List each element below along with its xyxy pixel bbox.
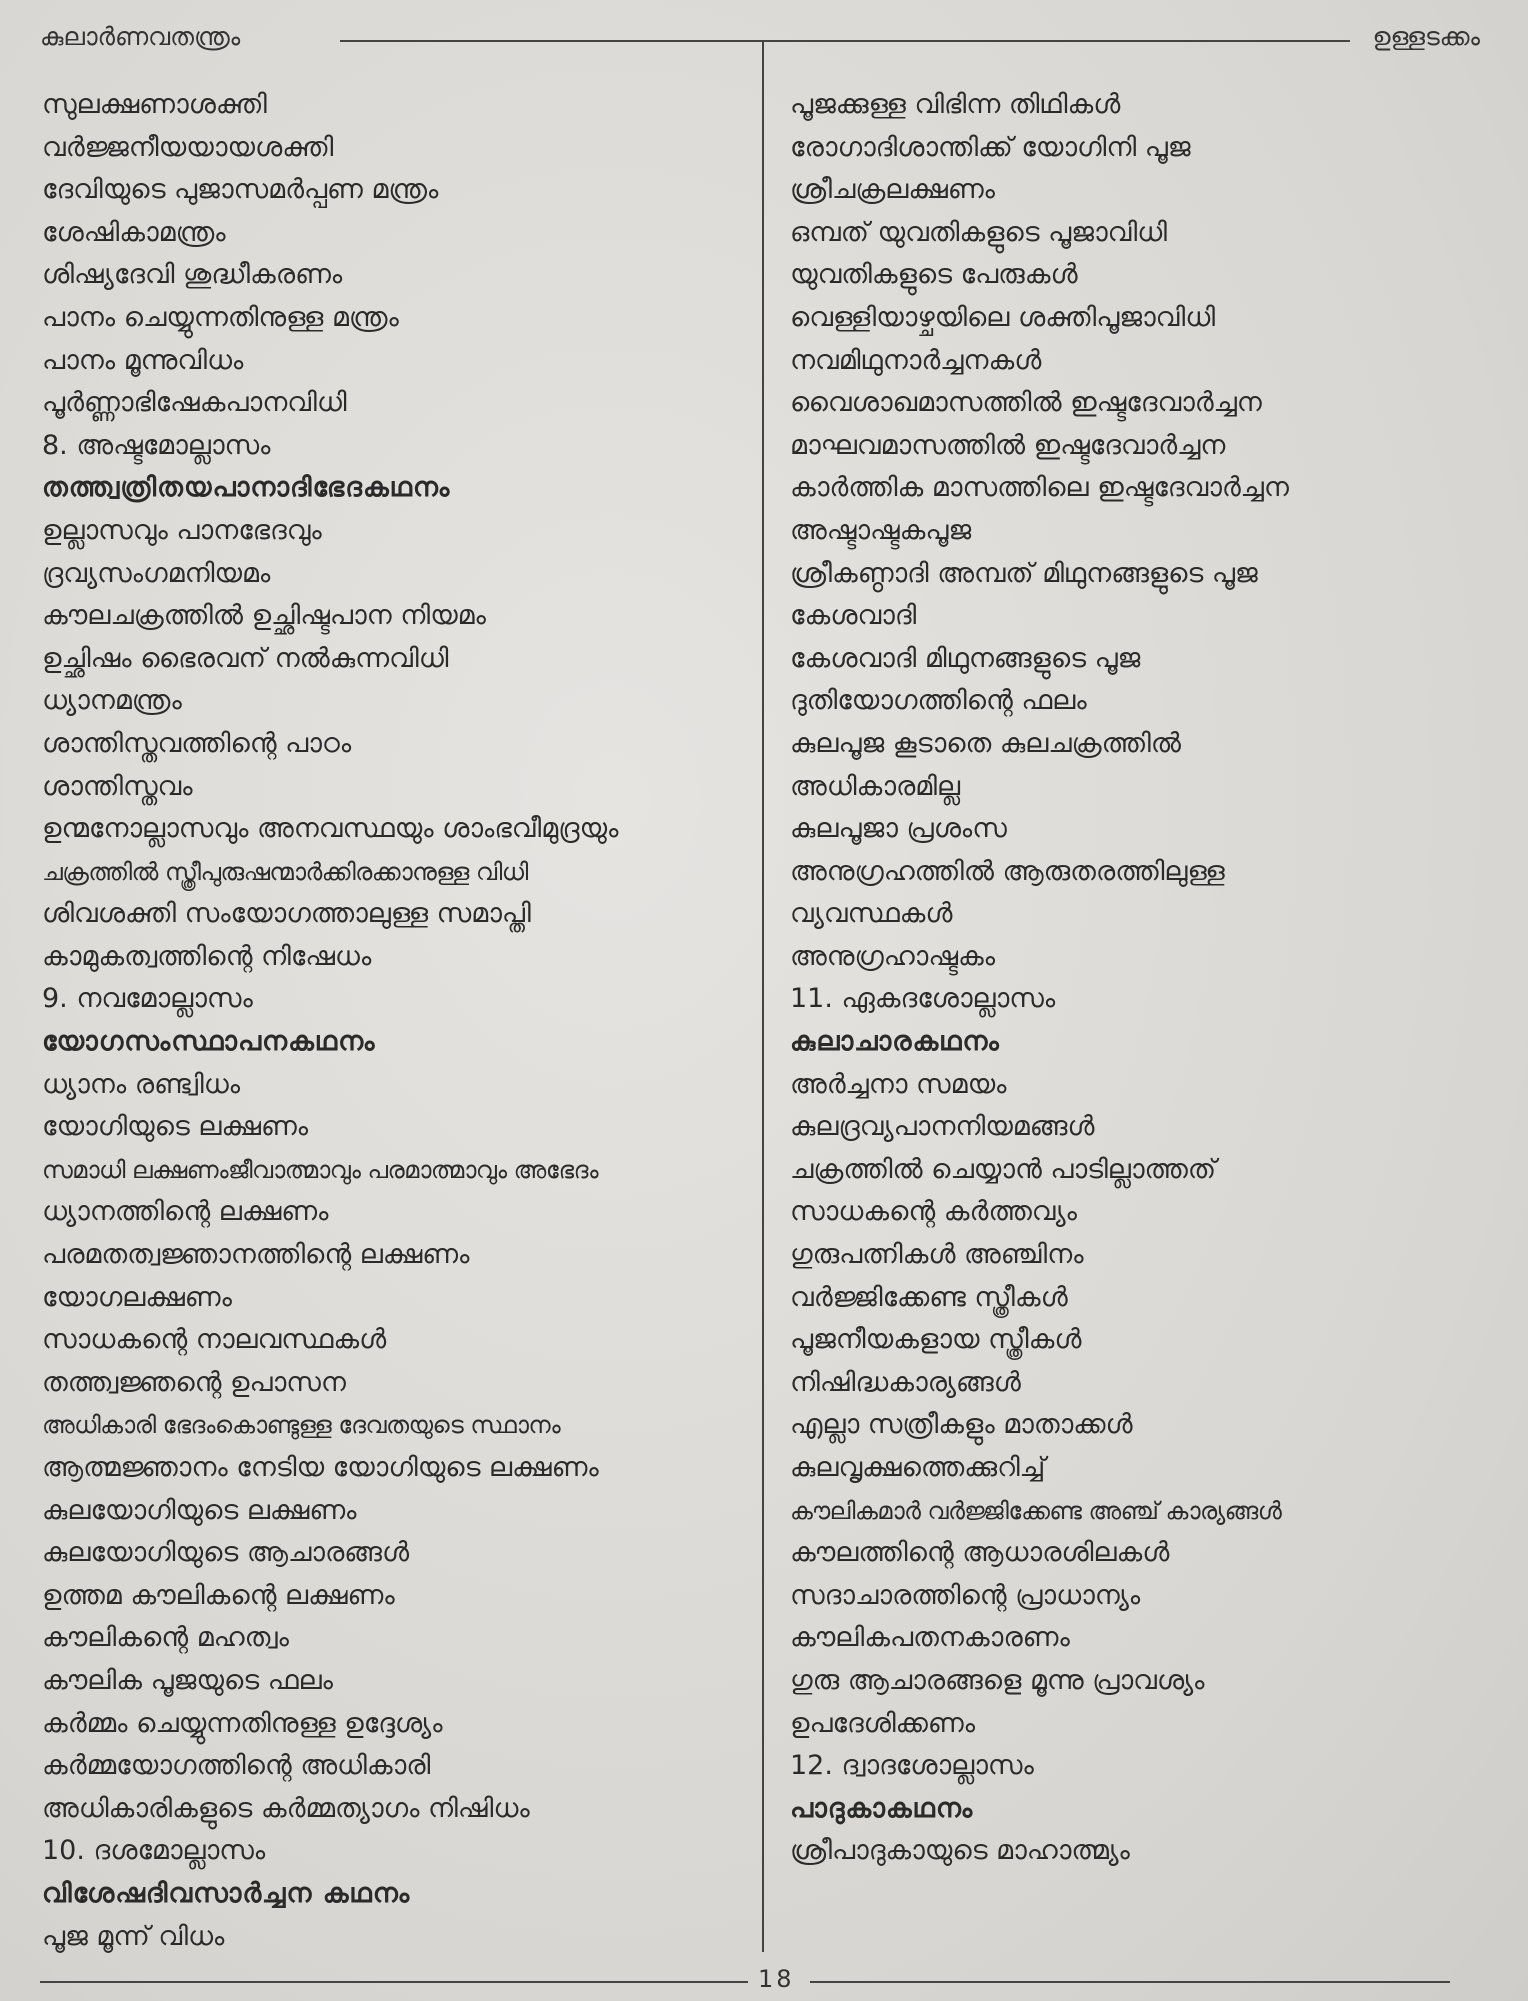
toc-entry: 12. ദ്വാദശോല്ലാസം: [790, 1750, 1034, 1782]
toc-entry: പരമതത്വജ്ഞാനത്തിന്റെ ലക്ഷണം: [42, 1239, 470, 1271]
toc-entry: കേശവാദി: [790, 600, 917, 632]
toc-entry: കുലദ്രവ്യപാനനിയമങ്ങൾ: [790, 1111, 1095, 1143]
toc-entry: ഉപദേശിക്കണം: [790, 1707, 976, 1739]
toc-entry: ധ്യാനമന്ത്രം: [42, 685, 182, 717]
toc-entry: ശേഷികാമന്ത്രം: [42, 216, 226, 248]
toc-entry: അധികാരി ഭേദംകൊണ്ടുള്ള ദേവതയുടെ സ്ഥാനം: [42, 1411, 561, 1440]
section-title: ഉള്ളടക്കം: [1372, 22, 1480, 51]
toc-entry: ദുതിയോഗത്തിന്റെ ഫലം: [790, 685, 1087, 717]
page-footer: [40, 1965, 1490, 1995]
toc-entry: കൗലിക പൂജയുടെ ഫലം: [42, 1664, 333, 1696]
right-column: [790, 84, 1490, 1873]
toc-entry: കർമ്മയോഗത്തിന്റെ അധികാരി: [42, 1750, 431, 1782]
toc-entry: ശാന്തിസ്തവത്തിന്റെ പാഠം: [42, 727, 352, 759]
running-title: കുലാർണവതന്ത്രം: [40, 22, 241, 51]
toc-entry: യുവതികളുടെ പേരുകൾ: [790, 259, 1078, 291]
toc-entry: കൗലികമാർ വർജ്ജിക്കേണ്ട അഞ്ച് കാര്യങ്ങൾ: [790, 1496, 1282, 1525]
toc-entry: നവമിഥുനാർച്ചനകൾ: [790, 344, 1042, 376]
toc-entry: അനുഗ്രഹാഷ്ടകം: [790, 940, 996, 972]
toc-entry: ഉത്തമ കൗലികന്റെ ലക്ഷണം: [42, 1579, 395, 1611]
toc-entry: ശിവശക്തി സംയോഗത്താലുള്ള സമാപ്തി: [42, 898, 531, 930]
toc-entry: ഉന്മനോല്ലാസവും അനവസ്ഥയും ശാംഭവീമുദ്രയും: [42, 813, 619, 845]
toc-entry: കുലവൃക്ഷത്തെക്കുറിച്ച്: [790, 1452, 1046, 1483]
toc-entry: ഗുരുപത്നികൾ അഞ്ചിനം: [790, 1239, 1084, 1271]
toc-entry: കേശവാദി മിഥുനങ്ങളുടെ പൂജ: [790, 642, 1141, 674]
toc-entry: ആത്മജ്ഞാനം നേടിയ യോഗിയുടെ ലക്ഷണം: [42, 1452, 599, 1483]
toc-entry: 10. ദശമോല്ലാസം: [42, 1835, 266, 1867]
toc-entry: 11. ഏകദശോല്ലാസം: [790, 983, 1056, 1015]
toc-entry: അധികാരമില്ല: [790, 770, 961, 802]
chapter-heading: വിശേഷദിവസാർച്ചന കഥനം: [42, 1877, 411, 1909]
toc-entry: 8. അഷ്ടമോല്ലാസം: [42, 429, 271, 461]
toc-entry: തത്ത്വജ്ഞന്റെ ഉപാസന: [42, 1366, 346, 1398]
toc-entry: അധികാരികളുടെ കർമ്മത്യാഗം നിഷിധം: [42, 1792, 530, 1824]
toc-entry: സാധകന്റെ കർത്തവ്യം: [790, 1196, 1077, 1228]
toc-entry: കുലപൂജാ പ്രശംസ: [790, 813, 1007, 845]
column-divider: [762, 40, 764, 1952]
toc-entry: ശ്രീചക്രലക്ഷണം: [790, 174, 995, 206]
toc-entry: കുലയോഗിയുടെ ആചാരങ്ങൾ: [42, 1537, 410, 1569]
toc-entry: വ്യവസ്ഥകൾ: [790, 898, 953, 930]
toc-entry: കുലയോഗിയുടെ ലക്ഷണം: [42, 1494, 357, 1526]
toc-entry: ദേവിയുടെ പുജാസമർപ്പണ മന്ത്രം: [42, 174, 439, 206]
footer-rule-left: [40, 1981, 748, 1983]
toc-entry: ധ്യാനത്തിന്റെ ലക്ഷണം: [42, 1196, 329, 1228]
toc-entry: ശ്രീപാദുകായുടെ മാഹാത്മ്യം: [790, 1835, 1130, 1867]
chapter-heading: കുലാചാരകഥനം: [790, 1026, 1000, 1058]
toc-entry: ശാന്തിസ്തവം: [42, 770, 193, 802]
toc-entry: ചക്രത്തിൽ സ്ത്രീപുരുഷന്മാർക്കിരക്കാനുള്ള വിധി: [42, 857, 528, 886]
toc-entry: പൂജ മൂന്ന് വിധം: [42, 1920, 225, 1952]
toc-entry: പൂജക്കുള്ള വിഭിന്ന തിഥികൾ: [790, 89, 1121, 120]
toc-entry: പാനം ചെയ്യുന്നതിനുള്ള മന്ത്രം: [42, 301, 399, 333]
toc-entry: ഗുരു ആചാരങ്ങളെ മൂന്നു പ്രാവശ്യം: [790, 1664, 1205, 1696]
toc-entry: ഒമ്പത് യുവതികളുടെ പൂജാവിധി: [790, 216, 1168, 248]
toc-entry: സാധകന്റെ നാലവസ്ഥകൾ: [42, 1324, 387, 1356]
toc-entry: എല്ലാ സത്രീകളും മാതാക്കൾ: [790, 1409, 1133, 1441]
toc-entry: അർച്ചനാ സമയം: [790, 1068, 1007, 1100]
toc-entry: യോഗലക്ഷണം: [42, 1281, 232, 1313]
toc-entry: വർജ്ജനീയയായശക്തി: [42, 131, 334, 163]
toc-entry: അനുഗ്രഹത്തിൽ ആരുതരത്തിലുള്ള: [790, 855, 1225, 887]
toc-entry: കൗലത്തിന്റെ ആധാരശിലകൾ: [790, 1537, 1170, 1569]
toc-entry: കൗലചക്രത്തിൽ ഉച്ഛിഷ്ടപാന നിയമം: [42, 600, 486, 632]
toc-entry: അഷ്ടാഷ്ടകപൂജ: [790, 514, 972, 546]
page-header: [40, 22, 1480, 62]
toc-entry: മാഘവമാസത്തിൽ ഇഷ്ടദേവാർച്ചന: [790, 429, 1226, 461]
toc-entry: സദാചാരത്തിന്റെ പ്രാധാന്യം: [790, 1579, 1141, 1611]
toc-entry: നിഷിദ്ധകാര്യങ്ങൾ: [790, 1366, 1021, 1398]
toc-entry: ദ്രവ്യസംഗമനിയമം: [42, 557, 271, 589]
toc-entry: യോഗിയുടെ ലക്ഷണം: [42, 1111, 309, 1143]
toc-entry: വൈശാഖമാസത്തിൽ ഇഷ്ടദേവാർച്ചന: [790, 387, 1262, 419]
toc-entry: ചക്രത്തിൽ ചെയ്യാൻ പാടില്ലാത്തത്: [790, 1153, 1217, 1185]
toc-entry: സമാധി ലക്ഷണംജീവാത്മാവും പരമാത്മാവും അഭേദം: [42, 1155, 599, 1184]
chapter-heading: തത്ത്വത്രിതയപാനാദിഭേദകഥനം: [42, 472, 451, 504]
toc-entry: കർമ്മം ചെയ്യുന്നതിനുള്ള ഉദ്ദേശ്യം: [42, 1707, 443, 1739]
toc-entry: വെള്ളിയാഴ്ചയിലെ ശക്തിപൂജാവിധി: [790, 301, 1216, 333]
toc-entry: കൗലികന്റെ മഹത്വം: [42, 1622, 289, 1654]
toc-entry: ശിഷ്യദേവി ശുദ്ധീകരണം: [42, 259, 343, 291]
toc-entry: പൂർണ്ണാഭിഷേകപാനവിധി: [42, 387, 347, 419]
footer-rule-right: [810, 1981, 1450, 1983]
toc-entry: 9. നവമോല്ലാസം: [42, 983, 253, 1015]
header-rule: [340, 40, 1350, 42]
toc-entry: ഉല്ലാസവും പാനഭേദവും: [42, 514, 322, 546]
toc-entry: സുലക്ഷണാശക്തി: [42, 89, 267, 120]
left-column: [42, 84, 757, 1958]
toc-entry: ധ്യാനം രണ്ട്വിധം: [42, 1068, 241, 1100]
toc-entry: പൂജനീയകളായ സ്ത്രീകൾ: [790, 1324, 1082, 1356]
toc-entry: രോഗാദിശാന്തിക്ക് യോഗിനി പൂജ: [790, 131, 1191, 163]
toc-entry: ശ്രീകണ്ഠാദി അമ്പത് മിഥുനങ്ങളുടെ പൂജ: [790, 557, 1258, 589]
toc-entry: പാനം മൂന്നുവിധം: [42, 344, 244, 376]
toc-entry: കൗലികപതനകാരണം: [790, 1622, 1070, 1654]
chapter-heading: യോഗസംസ്ഥാപനകഥനം: [42, 1026, 376, 1058]
toc-entry: വർജ്ജിക്കേണ്ട സ്ത്രീകൾ: [790, 1281, 1068, 1313]
chapter-heading: പാദുകാകഥനം: [790, 1792, 974, 1824]
toc-entry: കാർത്തിക മാസത്തിലെ ഇഷ്ടദേവാർച്ചന: [790, 472, 1289, 504]
toc-entry: കുലപൂജ കൂടാതെ കുലചക്രത്തിൽ: [790, 727, 1181, 759]
page-number: 18: [758, 1965, 795, 1993]
toc-entry: കാമുകത്വത്തിന്റെ നിഷേധം: [42, 940, 372, 972]
toc-entry: ഉച്ഛിഷം ഭൈരവന് നൽകുന്നവിധി: [42, 642, 449, 674]
